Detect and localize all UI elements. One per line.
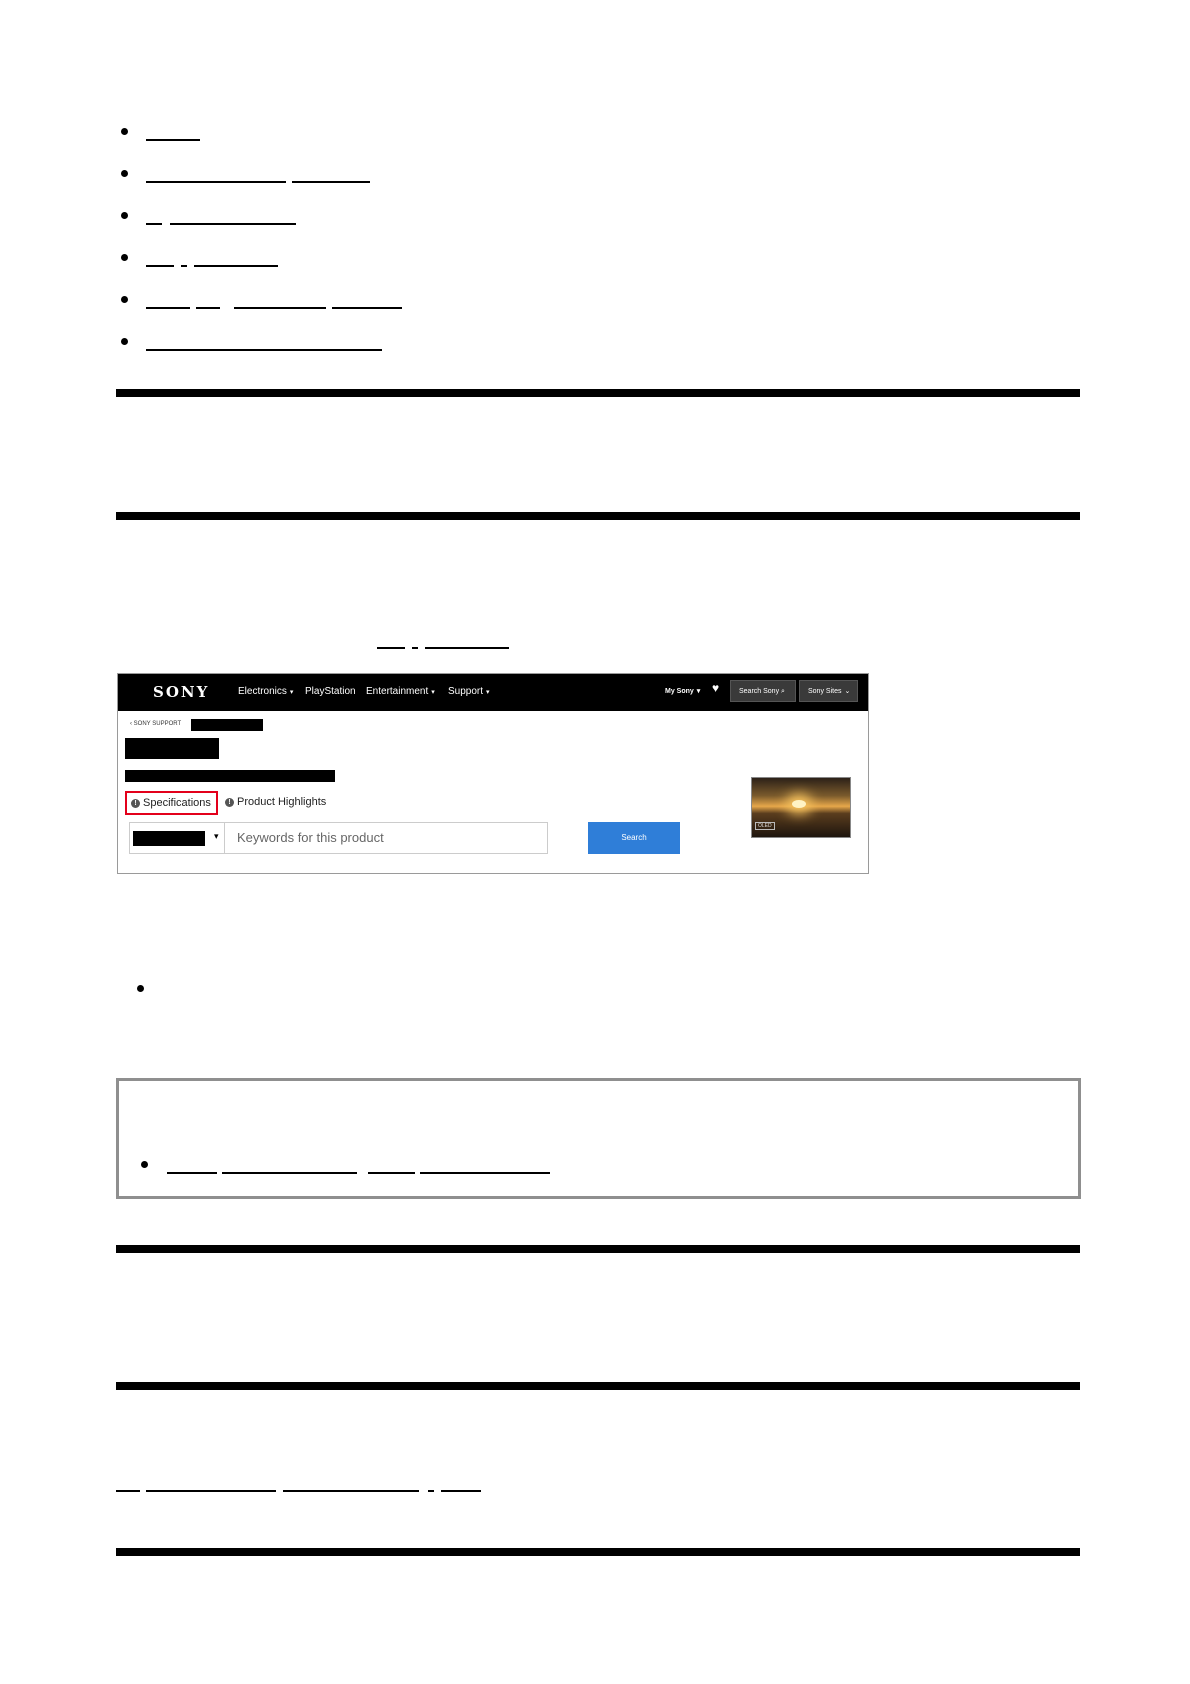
redacted-select-value xyxy=(133,831,205,846)
nav-support[interactable]: Support ▾ xyxy=(448,686,490,697)
redacted-model-title xyxy=(125,738,219,759)
chevron-down-icon: ▾ xyxy=(214,831,219,841)
chevron-down-icon: ⌄ xyxy=(844,688,851,695)
sun-graphic xyxy=(792,800,806,808)
link-underline[interactable] xyxy=(292,181,370,183)
section-divider xyxy=(116,512,1080,520)
link-underline[interactable] xyxy=(428,1490,434,1492)
section-divider xyxy=(116,1382,1080,1390)
nav-entertainment[interactable]: Entertainment ▾ xyxy=(366,686,435,697)
search-sony-button[interactable]: Search Sony ⌕ xyxy=(730,680,796,702)
section-divider xyxy=(116,1245,1080,1253)
info-icon: ! xyxy=(131,799,140,808)
link-underline[interactable] xyxy=(283,1490,419,1492)
link-underline[interactable] xyxy=(181,265,187,267)
chevron-down-icon: ▾ xyxy=(486,689,490,696)
list-bullet xyxy=(141,1161,148,1168)
nav-electronics[interactable]: Electronics ▾ xyxy=(238,686,294,697)
link-underline[interactable] xyxy=(146,307,190,309)
inline-link-underline[interactable] xyxy=(377,647,405,649)
link-underline[interactable] xyxy=(146,223,162,225)
link-underline[interactable] xyxy=(222,1172,357,1174)
list-bullet xyxy=(121,128,128,135)
link-underline[interactable] xyxy=(116,1490,140,1492)
link-underline[interactable] xyxy=(146,349,382,351)
product-search-input[interactable]: Keywords for this product xyxy=(224,822,548,854)
link-underline[interactable] xyxy=(441,1490,481,1492)
search-button[interactable]: Search xyxy=(588,822,680,854)
link-underline[interactable] xyxy=(146,139,200,141)
chevron-down-icon: ▾ xyxy=(696,688,701,695)
note-box xyxy=(116,1078,1081,1199)
tab-specifications[interactable]: ! Specifications xyxy=(125,791,218,815)
heart-icon[interactable]: ♥ xyxy=(712,681,720,695)
redacted-breadcrumb-model xyxy=(191,719,263,731)
list-bullet xyxy=(121,170,128,177)
link-underline[interactable] xyxy=(234,307,326,309)
my-sony-menu[interactable]: My Sony ▾ xyxy=(665,688,701,695)
link-underline[interactable] xyxy=(196,307,220,309)
breadcrumb[interactable]: ‹ SONY SUPPORT xyxy=(130,721,182,727)
link-underline[interactable] xyxy=(420,1172,550,1174)
link-underline[interactable] xyxy=(146,181,286,183)
site-header xyxy=(118,674,868,711)
product-thumbnail xyxy=(751,777,851,838)
list-bullet xyxy=(121,338,128,345)
list-bullet xyxy=(121,212,128,219)
tab-product-highlights[interactable]: ! Product Highlights xyxy=(225,796,326,808)
list-bullet xyxy=(121,296,128,303)
category-select[interactable] xyxy=(129,822,225,854)
chevron-down-icon: ▾ xyxy=(431,689,435,696)
link-underline[interactable] xyxy=(170,223,296,225)
sony-sites-button[interactable]: Sony Sites ⌄ xyxy=(799,680,858,702)
link-underline[interactable] xyxy=(194,265,278,267)
search-icon: ⌕ xyxy=(781,688,785,695)
inline-link-underline[interactable] xyxy=(412,647,418,649)
section-divider xyxy=(116,389,1080,397)
link-underline[interactable] xyxy=(146,1490,276,1492)
nav-playstation[interactable]: PlayStation xyxy=(305,686,356,697)
redacted-product-name xyxy=(125,770,335,782)
info-icon: ! xyxy=(225,798,234,807)
list-bullet xyxy=(121,254,128,261)
link-underline[interactable] xyxy=(167,1172,217,1174)
link-underline[interactable] xyxy=(146,265,174,267)
link-underline[interactable] xyxy=(332,307,402,309)
chevron-down-icon: ▾ xyxy=(289,689,294,696)
sony-logo: SONY xyxy=(153,683,210,701)
link-underline[interactable] xyxy=(368,1172,415,1174)
support-page-screenshot xyxy=(117,673,869,874)
section-divider xyxy=(116,1548,1080,1556)
inline-link-underline[interactable] xyxy=(425,647,509,649)
list-bullet xyxy=(137,985,144,992)
oled-badge: OLED xyxy=(755,822,775,830)
